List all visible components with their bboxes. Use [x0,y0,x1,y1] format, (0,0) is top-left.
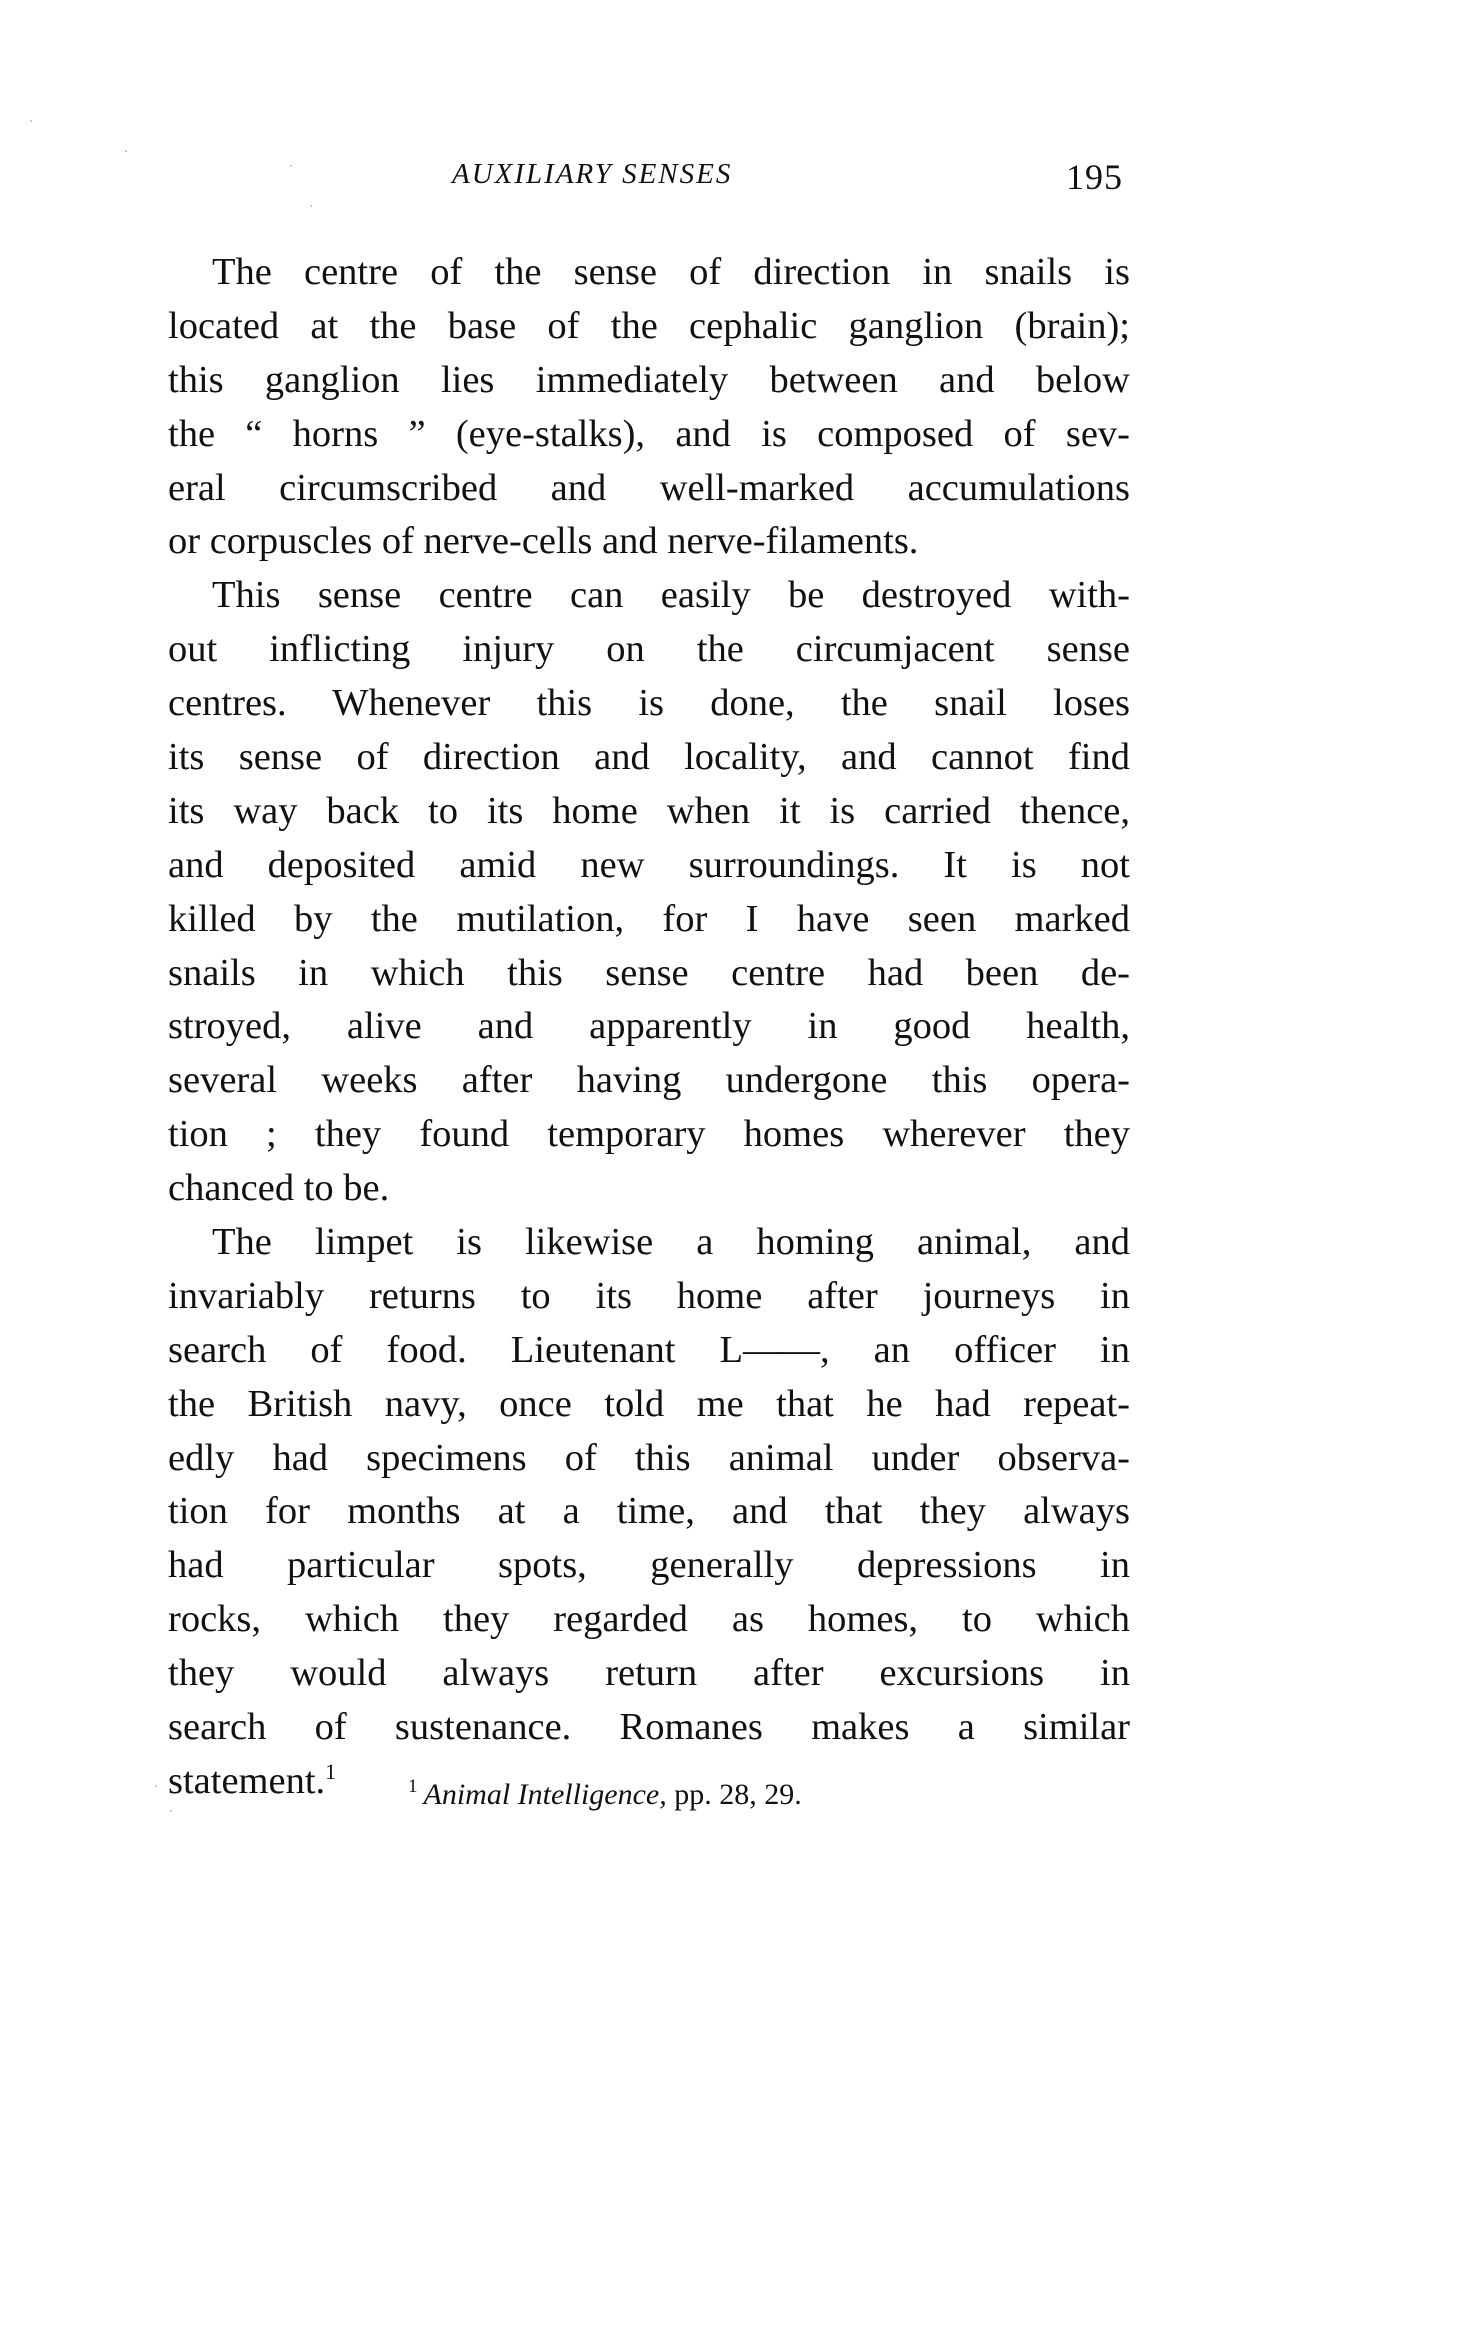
text-line: stroyed, alive and apparently in good health, [168,1005,1130,1048]
text-line: located at the base of the cephalic ganglion (brain); [168,304,1130,347]
footnote-title: Animal Intelligence, [423,1778,667,1811]
text-line: eral circumscribed and well-marked accumulations [168,466,1130,509]
text-line: several weeks after having undergone this opera- [168,1059,1130,1102]
text-line: search of sustenance. Romanes makes a similar [168,1706,1130,1749]
scan-speck [155,1785,157,1787]
running-head [0,158,1484,198]
text-line: they would always return after excursions in [168,1652,1130,1695]
footnote-mark: 1 [408,1776,418,1797]
text-line: the “ horns ” (eye-stalks), and is composed of sev- [168,412,1130,455]
text-line: edly had specimens of this animal under observa- [168,1436,1130,1479]
text-line: this ganglion lies immediately between and below [168,358,1130,401]
text-line: the British navy, once told me that he had repeat- [168,1382,1130,1425]
scan-speck [170,1810,172,1812]
text-line: and deposited amid new surroundings. It is not [168,843,1130,886]
text-line: The centre of the sense of direction in snails is [212,251,1130,293]
footnote-reference[interactable]: 1 [325,1758,337,1784]
text-line: tion for months at a time, and that they always [168,1490,1130,1533]
scan-speck [125,150,127,152]
text-line: chanced to be. [168,1167,390,1210]
text-line: or corpuscles of nerve-cells and nerve-filaments. [168,520,919,563]
text-line: invariably returns to its home after journeys in [168,1274,1130,1317]
text-line: killed by the mutilation, for I have seen marked [168,897,1130,940]
text-line: search of food. Lieutenant L——, an officer in [168,1328,1130,1371]
text-line: rocks, which they regarded as homes, to which [168,1598,1130,1641]
text-line: had particular spots, generally depressions in [168,1544,1130,1587]
footnote [408,1776,802,1812]
text-line: its sense of direction and locality, and cannot find [168,736,1130,779]
text-line: tion ; they found temporary homes wherever they [168,1113,1130,1156]
text-line: its way back to its home when it is carried thence, [168,789,1130,832]
text-line: This sense centre can easily be destroyed with- [212,574,1130,617]
body-text [168,246,1130,1809]
text-line: snails in which this sense centre had been de- [168,951,1130,994]
text-line: centres. Whenever this is done, the snail loses [168,682,1130,725]
text-line: out inflicting injury on the circumjacent sense [168,628,1130,671]
footnote-pages: pp. 28, 29. [666,1778,802,1811]
text-line: statement. [168,1759,326,1802]
text-line: The limpet is likewise a homing animal, and [212,1221,1130,1264]
page-number: 195 [1066,157,1123,197]
scan-speck [30,120,32,122]
scan-speck [310,205,312,207]
scan-speck [290,165,292,167]
running-title: AUXILIARY SENSES [452,158,733,190]
